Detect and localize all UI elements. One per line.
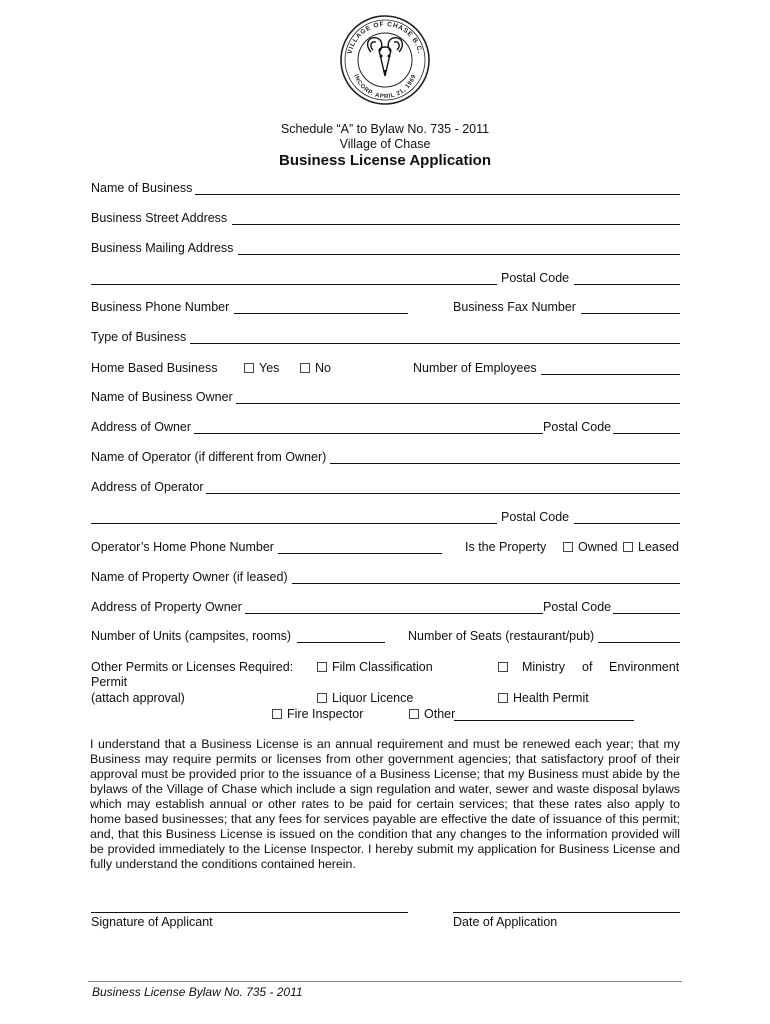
fire-label: Fire Inspector <box>287 707 364 721</box>
owner-address-field[interactable] <box>194 433 543 434</box>
mailing-address-label: Business Mailing Address <box>91 241 234 255</box>
ministry-environment-option[interactable] <box>498 660 513 674</box>
operator-name-label: Name of Operator (if different from Owner) <box>91 450 327 464</box>
operator-name-field[interactable] <box>330 463 680 464</box>
property-postal-label: Postal Code <box>543 600 612 614</box>
checkbox-icon[interactable] <box>563 542 573 552</box>
operator-phone-label: Operator’s Home Phone Number <box>91 540 274 554</box>
of-label: of <box>582 660 593 674</box>
seats-label: Number of Seats (restaurant/pub) <box>408 629 595 643</box>
phone-label: Business Phone Number <box>91 300 230 314</box>
permits-label-line1: Other Permits or Licenses Required: <box>91 660 294 674</box>
property-owner-address-field[interactable] <box>245 613 543 614</box>
fax-label: Business Fax Number <box>453 300 576 314</box>
home-based-yes-option[interactable] <box>244 361 279 375</box>
units-field[interactable] <box>297 642 385 643</box>
home-based-label: Home Based Business <box>91 361 218 375</box>
liquor-licence-option[interactable] <box>317 691 413 705</box>
owner-address-label: Address of Owner <box>91 420 192 434</box>
property-postal-field[interactable] <box>613 613 680 614</box>
checkbox-icon[interactable] <box>498 693 508 703</box>
yes-label: Yes <box>259 361 280 375</box>
owner-postal-field[interactable] <box>613 433 680 434</box>
footer-text: Business License Bylaw No. 735 - 2011 <box>92 985 303 999</box>
other-permit-option[interactable] <box>409 707 455 721</box>
seal-icon <box>339 14 431 106</box>
schedule-line: Schedule “A” to Bylaw No. 735 - 2011 <box>280 122 490 136</box>
checkbox-icon[interactable] <box>317 693 327 703</box>
property-leased-option[interactable] <box>623 540 679 554</box>
ministry-label: Ministry <box>522 660 566 674</box>
street-address-field[interactable] <box>232 224 680 225</box>
property-owner-field[interactable] <box>292 583 680 584</box>
fire-inspector-option[interactable] <box>272 707 363 721</box>
operator-address-line2-field[interactable] <box>91 523 497 524</box>
health-label: Health Permit <box>513 691 589 705</box>
type-field[interactable] <box>190 343 680 344</box>
operator-postal-field[interactable] <box>574 523 680 524</box>
postal-code-label: Postal Code <box>501 271 570 285</box>
permits-label-line3: (attach approval) <box>91 691 185 705</box>
employees-label: Number of Employees <box>413 361 537 375</box>
street-address-label: Business Street Address <box>91 211 228 225</box>
checkbox-icon[interactable] <box>409 709 419 719</box>
village-name: Village of Chase <box>339 137 431 151</box>
film-label: Film Classification <box>332 660 433 674</box>
date-field[interactable] <box>453 912 680 913</box>
checkbox-icon[interactable] <box>317 662 327 672</box>
units-label: Number of Units (campsites, rooms) <box>91 629 292 643</box>
postal-code-field[interactable] <box>574 284 680 285</box>
property-owned-option[interactable] <box>563 540 618 554</box>
other-permit-field[interactable] <box>454 720 634 721</box>
permits-label-line2: Permit <box>91 675 128 689</box>
owner-name-label: Name of Business Owner <box>91 390 233 404</box>
operator-address-field[interactable] <box>206 493 680 494</box>
is-property-label: Is the Property <box>465 540 547 554</box>
mailing-address-line2-field[interactable] <box>91 284 497 285</box>
other-label: Other <box>424 707 456 721</box>
environment-label: Environment <box>609 660 680 674</box>
checkbox-icon[interactable] <box>623 542 633 552</box>
signature-field[interactable] <box>91 912 408 913</box>
health-permit-option[interactable] <box>498 691 589 705</box>
no-label: No <box>315 361 331 375</box>
checkbox-icon[interactable] <box>244 363 254 373</box>
fax-field[interactable] <box>581 313 680 314</box>
property-owner-address-label: Address of Property Owner <box>91 600 242 614</box>
type-label: Type of Business <box>91 330 187 344</box>
declaration-text: I understand that a Business License is an annual requirement and must be renewed each year; that my Business may require permits or licenses from other government agencies; that satisfactory proof of their approval must be provided prior to the issuance of a Business License; that my Business must abide by the bylaws of the Village of Chase which include a sign regulation and water, sewer and waste disposal bylaws which may establish annual or other rates to be paid for certain services; that these rates also apply to home based businesses; that any fees for services payable are effective the date of issuance of this permit; and, that this Business License is issued on the condition that any changes to the information provided will be provided immediately to the License Inspector. I hereby submit my application for Business License and fully understand the conditions contained herein. <box>90 737 680 871</box>
liquor-label: Liquor Licence <box>332 691 414 705</box>
form-title: Business License Application <box>279 152 491 169</box>
film-classification-option[interactable] <box>317 660 433 674</box>
village-seal <box>339 14 431 106</box>
owner-name-field[interactable] <box>236 403 680 404</box>
home-based-no-option[interactable] <box>300 361 331 375</box>
operator-address-label: Address of Operator <box>91 480 204 494</box>
business-name-field[interactable] <box>195 194 680 195</box>
footer-divider <box>88 981 682 982</box>
business-name-label: Name of Business <box>91 181 193 195</box>
checkbox-icon[interactable] <box>498 662 508 672</box>
signature-label: Signature of Applicant <box>91 915 213 929</box>
owner-postal-label: Postal Code <box>543 420 612 434</box>
employees-field[interactable] <box>541 374 680 375</box>
owned-label: Owned <box>578 540 618 554</box>
date-label: Date of Application <box>453 915 558 929</box>
property-owner-label: Name of Property Owner (if leased) <box>91 570 288 584</box>
leased-label: Leased <box>638 540 680 554</box>
phone-field[interactable] <box>234 313 408 314</box>
operator-phone-field[interactable] <box>278 553 442 554</box>
mailing-address-field[interactable] <box>238 254 680 255</box>
operator-postal-label: Postal Code <box>501 510 570 524</box>
seats-field[interactable] <box>598 642 680 643</box>
seal-text-top: VILLAGE OF CHASE B.C. <box>346 20 424 55</box>
checkbox-icon[interactable] <box>300 363 310 373</box>
seal-text-bottom: INCORP. APRIL 21, 1969 <box>352 73 418 101</box>
checkbox-icon[interactable] <box>272 709 282 719</box>
